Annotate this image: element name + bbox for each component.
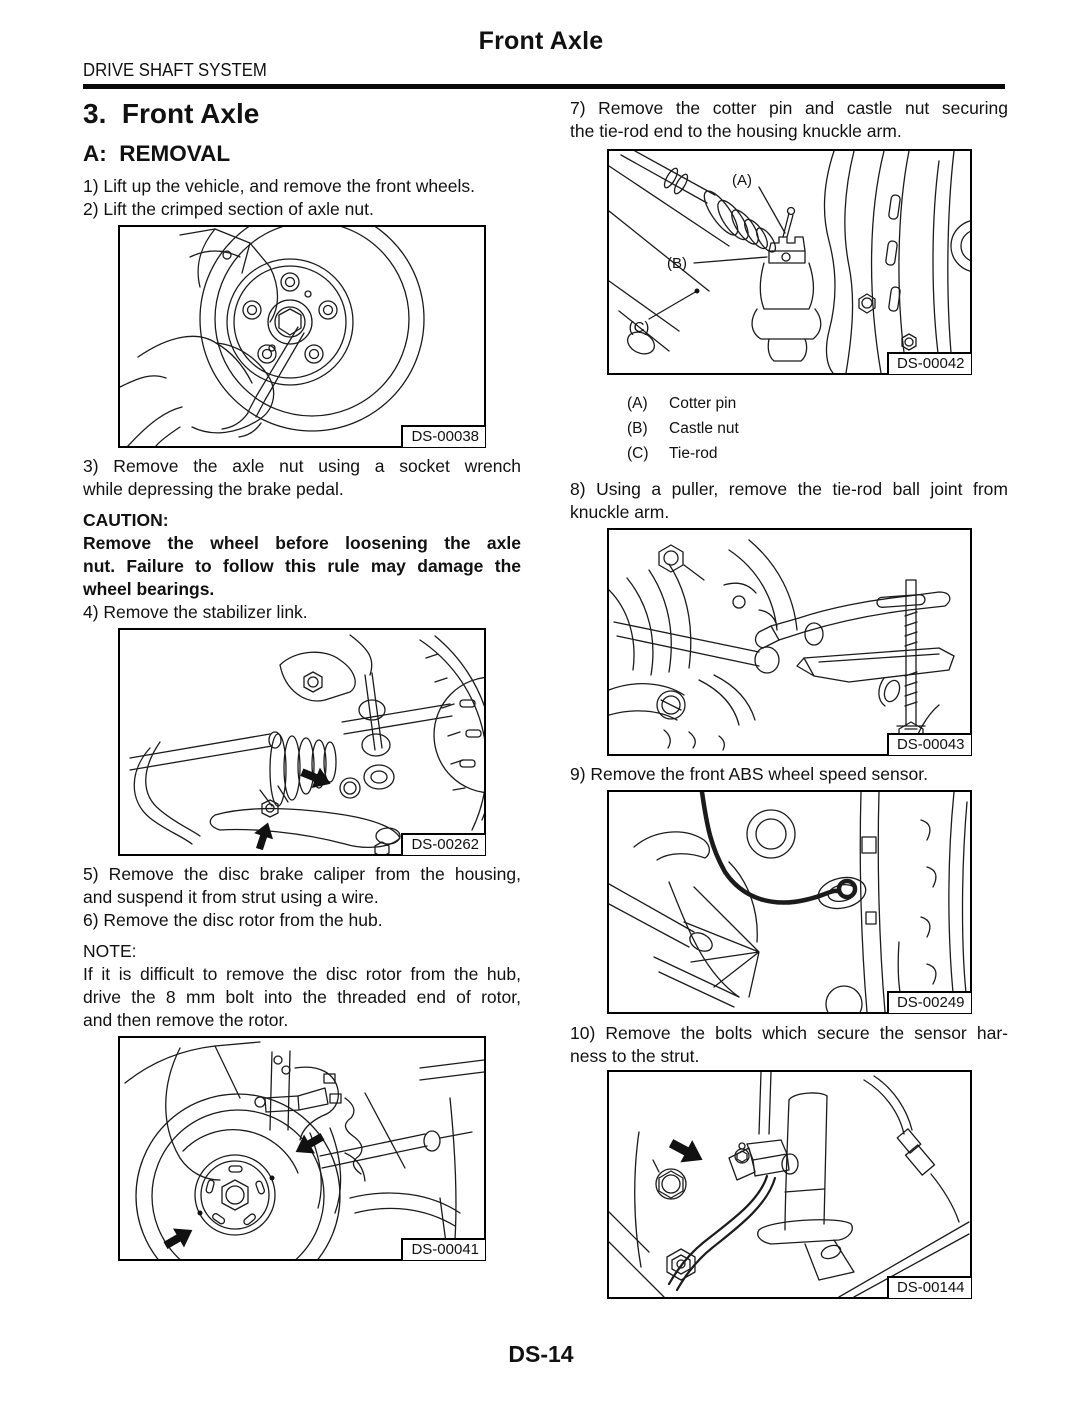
text-line: 8) Using a puller, remove the tie-rod ball joint from bbox=[570, 479, 1008, 499]
figure-label: DS-00249 bbox=[887, 991, 971, 1013]
legend-key: (A) bbox=[627, 395, 648, 412]
text-line: 10) Remove the bolts which secure the sensor har- bbox=[570, 1023, 1008, 1043]
callout-a: (A) bbox=[731, 172, 752, 189]
subsection-heading: A: REMOVAL bbox=[83, 141, 231, 166]
figure-ds-00042 bbox=[607, 149, 972, 375]
caution-body bbox=[83, 532, 521, 601]
figure-ds-00041 bbox=[118, 1036, 486, 1261]
text-line: and then remove the rotor. bbox=[83, 1010, 289, 1030]
caution-title: CAUTION: bbox=[83, 510, 169, 530]
text-line: the tie-rod end to the housing knuckle arm. bbox=[570, 121, 902, 141]
left-column bbox=[83, 97, 521, 1268]
text-line: drive the 8 mm bolt into the threaded end of rotor, bbox=[83, 987, 521, 1007]
legend-item bbox=[627, 441, 1008, 466]
step-8 bbox=[570, 478, 1008, 524]
stabilizer-link-illustration bbox=[120, 630, 484, 854]
chapter-label: DRIVE SHAFT SYSTEM bbox=[83, 60, 267, 80]
page-title: Front Axle bbox=[478, 27, 604, 55]
text-line: If it is difficult to remove the disc rotor from the hub, bbox=[83, 964, 521, 984]
axle-nut-illustration bbox=[120, 227, 484, 446]
step-9: 9) Remove the front ABS wheel speed sensor. bbox=[570, 764, 928, 784]
legend-key: (B) bbox=[627, 420, 648, 437]
tie-rod-end-illustration bbox=[609, 151, 970, 373]
text-line: 3) Remove the axle nut using a socket wrench bbox=[83, 456, 521, 476]
step-10 bbox=[570, 1022, 1008, 1068]
legend-label: Cotter pin bbox=[669, 395, 737, 412]
note-body bbox=[83, 963, 521, 1032]
text-line: Remove the wheel before loosening the axle bbox=[83, 533, 521, 553]
figure-label: DS-00041 bbox=[401, 1238, 485, 1260]
disc-rotor-illustration bbox=[120, 1038, 484, 1259]
text-line: and suspend it from strut using a wire. bbox=[83, 887, 379, 907]
callout-b: (B) bbox=[666, 255, 687, 272]
figure-ds-00144 bbox=[607, 1070, 972, 1299]
figure-label: DS-00038 bbox=[401, 425, 485, 447]
abs-sensor-illustration bbox=[609, 792, 970, 1012]
puller-illustration bbox=[609, 530, 970, 754]
callout-c: (C) bbox=[628, 319, 649, 336]
figure-label: DS-00043 bbox=[887, 733, 971, 755]
header-rule bbox=[83, 84, 1005, 89]
figure-ds-00038 bbox=[118, 225, 486, 448]
text-line: 7) Remove the cotter pin and castle nut securing bbox=[570, 98, 1008, 118]
figure-legend bbox=[570, 391, 1008, 466]
step-6: 6) Remove the disc rotor from the hub. bbox=[83, 910, 383, 930]
text-line: 5) Remove the disc brake caliper from the housing, bbox=[83, 864, 521, 884]
step-5 bbox=[83, 863, 521, 909]
text-line: ness to the strut. bbox=[570, 1046, 700, 1066]
page-number: DS-14 bbox=[508, 1341, 574, 1367]
figure-ds-00262 bbox=[118, 628, 486, 856]
figure-ds-00043 bbox=[607, 528, 972, 756]
section-heading: 3. Front Axle bbox=[83, 98, 260, 129]
legend-label: Tie-rod bbox=[669, 445, 718, 462]
figure-label: DS-00042 bbox=[887, 352, 971, 374]
step-2: 2) Lift the crimped section of axle nut. bbox=[83, 199, 374, 219]
legend-key: (C) bbox=[627, 445, 649, 462]
harness-bracket-illustration bbox=[609, 1072, 970, 1297]
text-line: while depressing the brake pedal. bbox=[83, 479, 344, 499]
figure-label: DS-00262 bbox=[401, 833, 485, 855]
step-1: 1) Lift up the vehicle, and remove the front wheels. bbox=[83, 176, 476, 196]
legend-label: Castle nut bbox=[669, 420, 739, 437]
note-title: NOTE: bbox=[83, 941, 137, 961]
step-3 bbox=[83, 455, 521, 501]
right-column bbox=[570, 97, 1008, 1306]
text-line: wheel bearings. bbox=[83, 579, 215, 599]
figure-ds-00249 bbox=[607, 790, 972, 1014]
text-line: nut. Failure to follow this rule may damage the bbox=[83, 556, 521, 576]
step-4: 4) Remove the stabilizer link. bbox=[83, 602, 308, 622]
text-line: knuckle arm. bbox=[570, 502, 670, 522]
step-7 bbox=[570, 97, 1008, 143]
figure-label: DS-00144 bbox=[887, 1276, 971, 1298]
legend-item bbox=[627, 391, 1008, 416]
legend-item bbox=[627, 416, 1008, 441]
